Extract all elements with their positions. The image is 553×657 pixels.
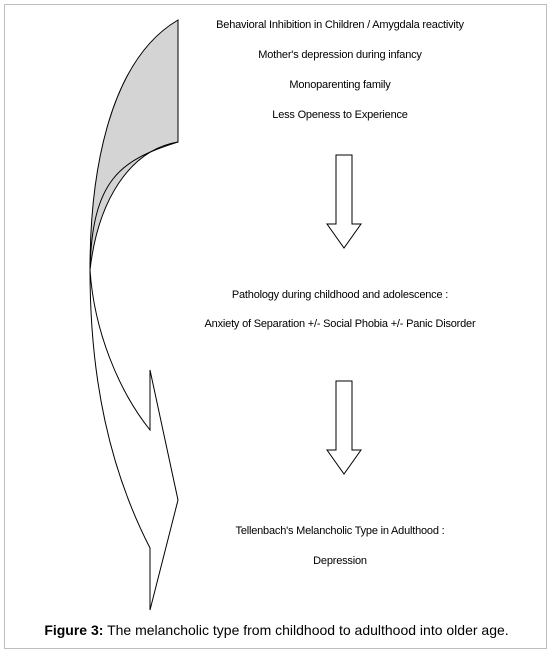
childhood-pathology-heading: Pathology during childhood and adolescence :	[231, 289, 449, 301]
adulthood-outcome: Depression	[313, 555, 367, 567]
risk-factor-3: Monoparenting family	[289, 79, 391, 91]
curved-arrow-body	[90, 270, 178, 610]
risk-factor-4: Less Openess to Experience	[272, 109, 408, 121]
childhood-pathology-detail: Anxiety of Separation +/- Social Phobia +/- Panic Disorder	[204, 318, 476, 330]
curved-arrow-shaded-band	[90, 20, 178, 270]
risk-factor-1: Behavioral Inhibition in Children / Amygdala reactivity	[216, 19, 464, 31]
down-arrow-1	[327, 155, 361, 248]
caption-text: The melancholic type from childhood to adulthood into older age.	[103, 622, 509, 638]
caption-label: Figure 3:	[44, 622, 104, 638]
down-arrow-2	[327, 381, 361, 474]
risk-factor-2: Mother's depression during infancy	[258, 49, 422, 61]
figure-caption	[0, 622, 553, 638]
adulthood-type-heading: Tellenbach's Melancholic Type in Adulthood :	[235, 525, 445, 537]
